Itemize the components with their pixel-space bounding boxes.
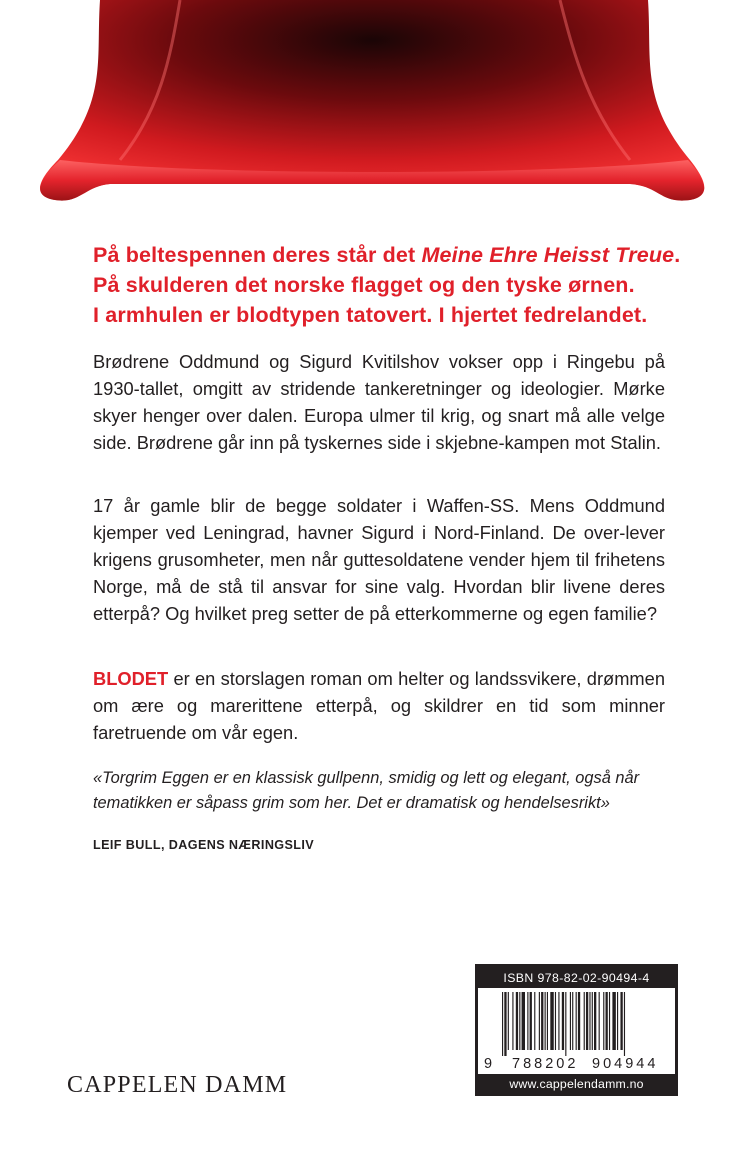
synopsis-paragraph-3: BLODET er en storslagen roman om helter og landssvikere, drømmen om ære og marerittene etterpå, og skildrer en tid som minner faretruende om vår egen. — [93, 668, 665, 743]
barcode-bar — [599, 992, 600, 1050]
lead-line-2: På skulderen det norske flagget og den tyske ørnen. — [93, 273, 635, 297]
barcode-bar — [530, 992, 532, 1050]
barcode-bar — [617, 992, 618, 1050]
barcode-bar — [576, 992, 577, 1050]
barcode-bar — [562, 992, 564, 1050]
barcode-bar — [527, 992, 528, 1050]
barcode-bar — [555, 992, 556, 1050]
barcode-bar — [550, 992, 553, 1050]
barcode-bar — [522, 992, 525, 1050]
barcode-bar — [512, 992, 513, 1050]
barcode-bar — [620, 992, 622, 1050]
barcode-bar — [624, 992, 625, 1056]
barcode-bar — [502, 992, 503, 1056]
review-quote: «Torgrim Eggen er en klassisk gullpenn, smidig og lett og elegant, også når tematikken er såpass grim som her. Det er dramatisk og hendelsesrikt» — [93, 769, 640, 812]
barcode-bar — [565, 992, 566, 1056]
barcode-bar — [516, 992, 518, 1050]
barcode-bar — [586, 992, 588, 1050]
synopsis-paragraph-1: Brødrene Oddmund og Sigurd Kvitilshov vokser opp i Ringebu på 1930-tallet, omgitt av stridende tankeretninger og ideologier. Mørke skyer henger over dalen. Europa ulmer til krig, og snart må alle velge side. Brødrene går inn på tyskernes side i skjebne-kampen mot Stalin. — [93, 351, 665, 453]
motto-italic: Meine Ehre Heisst Treue — [421, 243, 675, 267]
barcode-bar — [572, 992, 573, 1050]
barcode-bar — [504, 992, 506, 1056]
barcode-digits-right: 904944 — [592, 1056, 659, 1072]
lead-line-1: På beltespennen deres står det Meine Ehre Heisst Treue. — [93, 243, 681, 267]
barcode-bar — [592, 992, 593, 1050]
lead-line-3: I armhulen er blodtypen tatovert. I hjertet fedrelandet. — [93, 303, 648, 327]
synopsis-paragraph-2: 17 år gamle blir de begge soldater i Waffen-SS. Mens Oddmund kjemper ved Leningrad, havner Sigurd i Nord-Finland. De over-lever krigens grusomheter, men når guttesoldatene vender hjem til frihetens Norge, må de stå til ansvar for sine valg. Hvordan blir livene deres etterpå? Og hvilket preg setter de på etterkommerne og egen familie? — [93, 495, 665, 624]
book-title-inline: BLODET — [93, 668, 169, 689]
barcode-bar — [539, 992, 540, 1050]
barcode-bar — [570, 992, 571, 1050]
barcode-bar — [612, 992, 615, 1050]
publisher-website: www.cappelendamm.no — [509, 1077, 644, 1091]
barcode-bar — [578, 992, 580, 1050]
barcode-bar — [589, 992, 590, 1050]
barcode-bar — [594, 992, 596, 1050]
barcode-bar — [519, 992, 520, 1050]
barcode-bar — [609, 992, 610, 1050]
barcode-bar — [558, 992, 559, 1050]
barcode-bars — [502, 992, 670, 1056]
barcode-bar — [603, 992, 604, 1050]
publisher-logo: CAPPELEN DAMM — [67, 1072, 288, 1098]
barcode-digit-prefix: 9 — [484, 1056, 493, 1072]
barcode-panel — [478, 988, 675, 1074]
isbn-label: ISBN 978-82-02-90494-4 — [503, 971, 650, 985]
barcode-bar — [584, 992, 585, 1050]
barcode-bar — [545, 992, 546, 1050]
barcode-digits — [478, 1056, 675, 1072]
cover-bell-image — [0, 0, 749, 210]
barcode-bar — [541, 992, 543, 1050]
barcode-bar — [534, 992, 535, 1050]
barcode-bar — [508, 992, 509, 1050]
lead-text — [93, 240, 681, 330]
review-attribution: LEIF BULL, DAGENS NÆRINGSLIV — [93, 838, 315, 852]
barcode-digits-left: 788202 — [512, 1056, 579, 1072]
barcode-bar — [547, 992, 548, 1050]
barcode-bar — [606, 992, 608, 1050]
barcode-block — [475, 964, 678, 1096]
